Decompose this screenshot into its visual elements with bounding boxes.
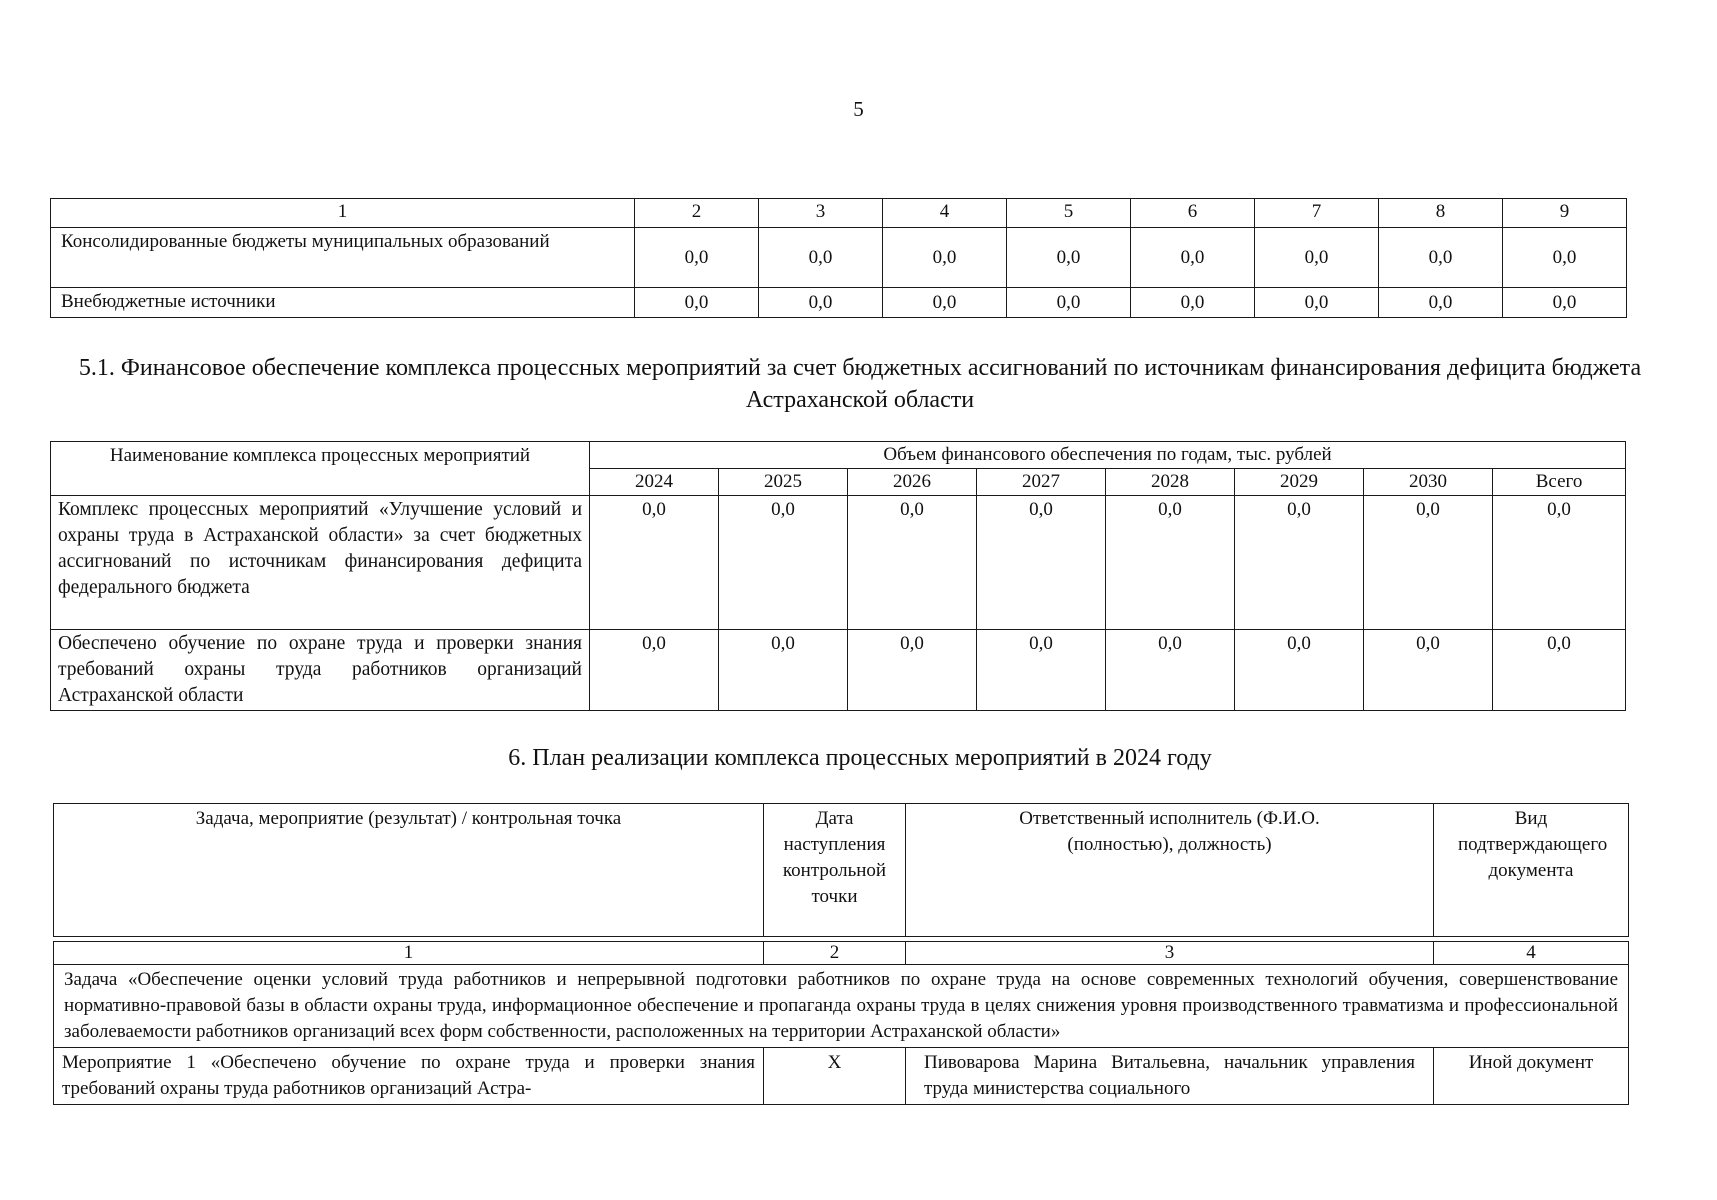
row-label: Консолидированные бюджеты муниципальных образований [51,228,635,288]
value-cell: 0,0 [1131,288,1255,318]
year-header: 2024 [590,468,719,495]
event-row [54,1048,1629,1105]
volume-column-header: Объем финансового обеспечения по годам, тыс. рублей [590,442,1626,469]
column-number: 2 [635,199,759,228]
table-row [51,495,1626,629]
column-number: 4 [883,199,1007,228]
value-cell: 0,0 [635,228,759,288]
value-cell: 0,0 [848,495,977,629]
date-column-header: Дата наступления контрольной точки [764,804,906,937]
column-number: 2 [764,942,906,965]
value-cell: 0,0 [1503,228,1627,288]
value-cell: 0,0 [977,629,1106,710]
event-responsible: Пивоварова Марина Витальевна, начальник управления труда министерства социального [906,1048,1434,1105]
column-number: 8 [1379,199,1503,228]
event-text: Мероприятие 1 «Обеспечено обучение по охране труда и проверки знания требований охраны труда работников организаций Астра- [54,1048,764,1105]
table-row [51,228,1627,288]
value-cell: 0,0 [590,629,719,710]
row-label: Обеспечено обучение по охране труда и проверки знания требований охраны труда работников организаций Астраханской области [51,629,590,710]
header-row [54,804,1629,937]
value-cell: 0,0 [759,228,883,288]
section-5-1-table [50,441,1626,711]
column-number-row [51,199,1627,228]
value-cell: 0,0 [1379,228,1503,288]
value-cell: 0,0 [1007,228,1131,288]
page-number: 5 [853,97,864,121]
column-number: 3 [906,942,1434,965]
value-cell: 0,0 [1255,228,1379,288]
financing-sources-table [50,198,1627,318]
doc-type-column-header: Вид подтверждающего документа [1434,804,1629,937]
column-number: 4 [1434,942,1629,965]
table-row [51,629,1626,710]
value-cell: 0,0 [1106,629,1235,710]
value-cell: 0,0 [1131,228,1255,288]
year-header: 2030 [1364,468,1493,495]
value-cell: 0,0 [977,495,1106,629]
value-cell: 0,0 [1007,288,1131,318]
value-cell: 0,0 [883,228,1007,288]
value-cell: 0,0 [1106,495,1235,629]
year-header: 2026 [848,468,977,495]
value-cell: 0,0 [1235,495,1364,629]
value-cell: 0,0 [1379,288,1503,318]
column-number: 1 [51,199,635,228]
event-doc-type: Иной документ [1434,1048,1629,1105]
value-cell: 0,0 [719,495,848,629]
column-number: 3 [759,199,883,228]
column-number: 1 [54,942,764,965]
column-number: 7 [1255,199,1379,228]
section-6-title: 6. План реализации комплекса процессных мероприятий в 2024 году [508,745,1212,771]
value-cell: 0,0 [1364,629,1493,710]
value-cell: 0,0 [1493,629,1626,710]
event-date: Х [764,1048,906,1105]
value-cell: 0,0 [1235,629,1364,710]
row-label: Комплекс процессных мероприятий «Улучшение условий и охраны труда в Астраханской области» за счет бюджетных ассигнований по источникам финансирования дефицита федерального бюджета [51,495,590,629]
task-text: Задача «Обеспечение оценки условий труда работников и непрерывной подготовки работников по охране труда на основе современных технологий обучения, совершенствование нормативно-правовой базы в области охраны труда, информационное обеспечение и пропаганда охраны труда в целях снижения уровня производственного травматизма и профессиональной заболеваемости работников организаций всех форм собственности, расположенных на территории Астраханской области» [54,965,1629,1048]
implementation-plan-table [53,803,1629,1105]
value-cell: 0,0 [590,495,719,629]
responsible-column-header: Ответственный исполнитель (Ф.И.О. (полностью), должность) [906,804,1434,937]
value-cell: 0,0 [848,629,977,710]
value-cell: 0,0 [1493,495,1626,629]
value-cell: 0,0 [759,288,883,318]
year-header: 2028 [1106,468,1235,495]
column-number: 6 [1131,199,1255,228]
year-header: 2027 [977,468,1106,495]
task-row [54,965,1629,1048]
section-5-1-title: 5.1. Финансовое обеспечение комплекса процессных мероприятий за счет бюджетных ассигнований по источникам финансирования дефицита бюджета Астраханской области [78,355,1642,413]
column-number-row [54,942,1629,965]
column-number: 5 [1007,199,1131,228]
row-label: Внебюджетные источники [51,288,635,318]
task-column-header: Задача, мероприятие (результат) / контрольная точка [54,804,764,937]
table-row [51,288,1627,318]
year-header: 2029 [1235,468,1364,495]
column-number: 9 [1503,199,1627,228]
value-cell: 0,0 [1503,288,1627,318]
value-cell: 0,0 [635,288,759,318]
value-cell: 0,0 [719,629,848,710]
name-column-header: Наименование комплекса процессных мероприятий [51,442,590,496]
value-cell: 0,0 [1364,495,1493,629]
value-cell: 0,0 [1255,288,1379,318]
total-header: Всего [1493,468,1626,495]
year-header: 2025 [719,468,848,495]
value-cell: 0,0 [883,288,1007,318]
